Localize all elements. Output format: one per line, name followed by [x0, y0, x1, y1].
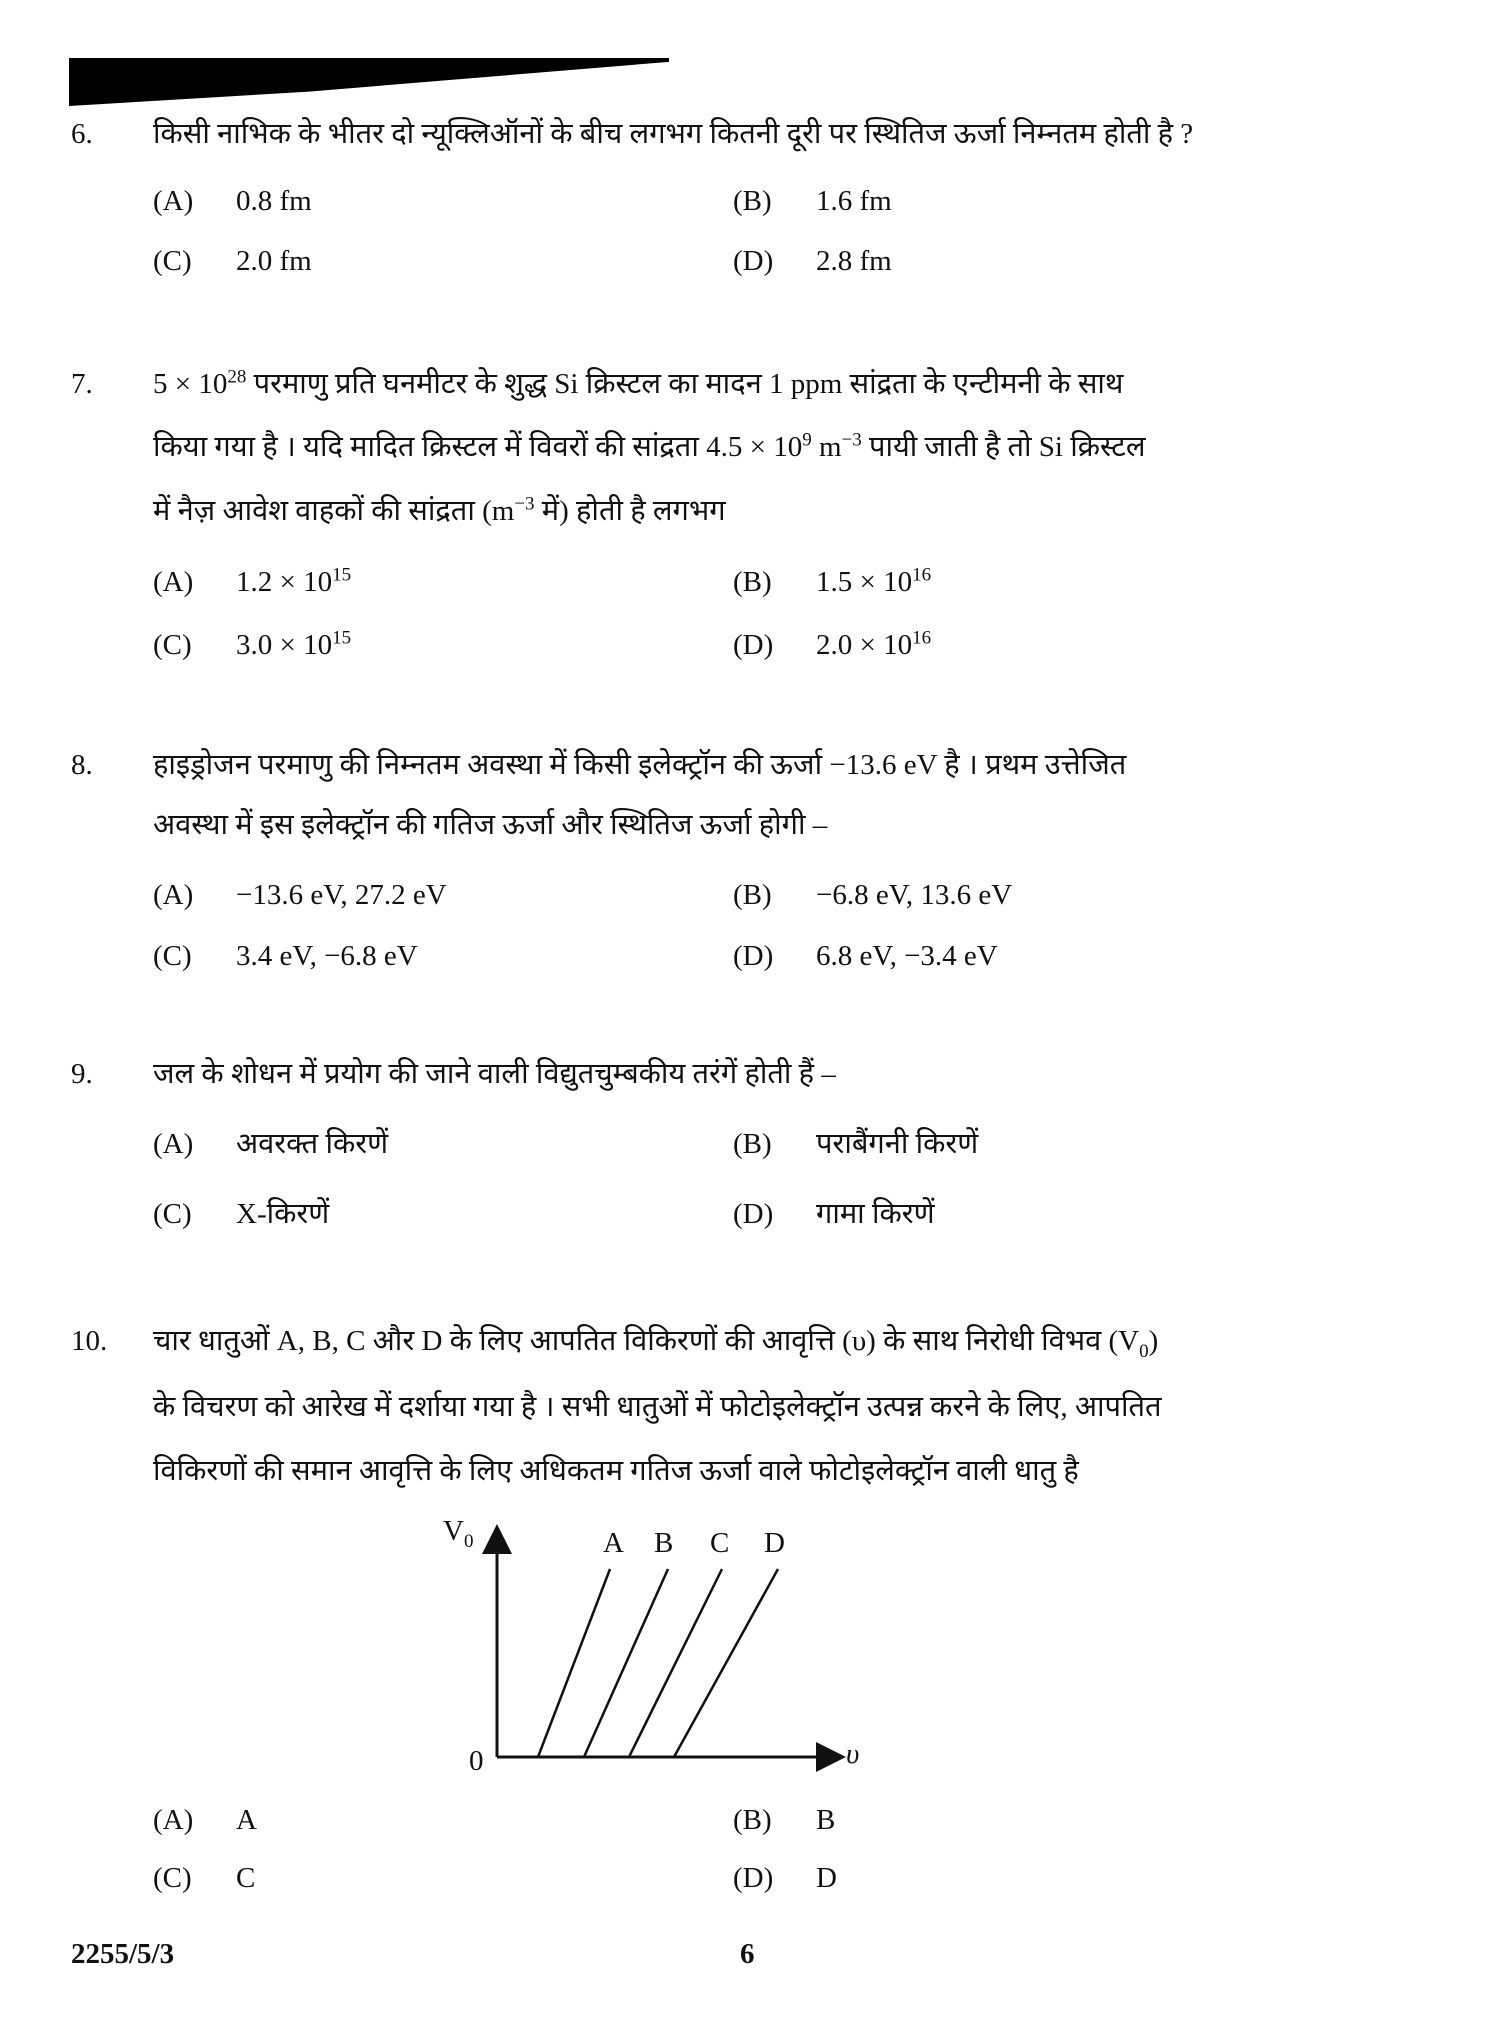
option-label: (B): [733, 185, 772, 217]
option-b[interactable]: [733, 1803, 835, 1837]
option-label: (D): [733, 940, 774, 972]
option-value: 2.0 fm: [236, 245, 312, 277]
option-a[interactable]: [153, 1803, 257, 1837]
option-label: (D): [733, 629, 774, 661]
exponent: 16: [912, 627, 932, 649]
text: में) होती है लगभग: [534, 495, 726, 527]
superscript: 9: [802, 429, 812, 451]
superscript: −3: [841, 429, 862, 451]
text: V: [443, 1515, 464, 1547]
option-value: 1.2 × 10: [236, 566, 333, 598]
option-value: −13.6 eV, 27.2 eV: [236, 879, 447, 911]
subscript: 0: [463, 1530, 474, 1552]
curve-label-a: A: [603, 1527, 624, 1559]
line-c: [629, 1569, 722, 1757]
option-label: (B): [733, 1128, 772, 1160]
option-c[interactable]: [153, 1861, 255, 1895]
superscript: 28: [227, 366, 247, 388]
option-value: 1.5 × 10: [816, 566, 913, 598]
text: पायी जाती है तो Si क्रिस्टल: [861, 431, 1146, 463]
option-label: (A): [153, 879, 194, 911]
question-text: किसी नाभिक के भीतर दो न्यूक्लिऑनों के बीच लगभग कितनी दूरी पर स्थितिज ऊर्जा निम्नतम होती है ?: [153, 118, 1194, 150]
option-label: (C): [153, 245, 192, 277]
question-number: 8.: [71, 749, 93, 781]
option-value: A: [236, 1804, 257, 1836]
question-text-line-2: अवस्था में इस इलेक्ट्रॉन की गतिज ऊर्जा और स्थितिज ऊर्जा होगी –: [153, 809, 828, 841]
option-value: 0.8 fm: [236, 185, 312, 217]
option-label: (A): [153, 185, 194, 217]
question-number: 7.: [71, 368, 93, 400]
option-value: D: [816, 1862, 837, 1894]
question-number: 9.: [71, 1058, 93, 1090]
question-number: 10.: [71, 1325, 108, 1357]
option-label: (A): [153, 1804, 194, 1836]
text: में नैज़ आवेश वाहकों की सांद्रता (m: [153, 495, 515, 527]
question-number: 6.: [71, 118, 93, 150]
option-value: गामा किरणें: [816, 1198, 935, 1230]
curve-label-c: C: [710, 1527, 730, 1559]
line-b: [584, 1569, 668, 1757]
option-value: 1.6 fm: [816, 185, 892, 217]
question-text-line-3: विकिरणों की समान आवृत्ति के लिए अधिकतम गतिज ऊर्जा वाले फोटोइलेक्ट्रॉन वाली धातु है: [153, 1455, 1079, 1487]
option-label: (D): [733, 1198, 774, 1230]
option-label: (C): [153, 629, 192, 661]
option-d[interactable]: [733, 1861, 837, 1895]
superscript: −3: [514, 493, 535, 515]
option-label: (A): [153, 566, 194, 598]
curve-label-d: D: [764, 1527, 785, 1559]
text: m: [811, 431, 842, 463]
option-value: −6.8 eV, 13.6 eV: [816, 879, 1013, 911]
option-value: 6.8 eV, −3.4 eV: [816, 940, 998, 972]
text: चार धातुओं A, B, C और D के लिए आपतित विकिरणों की आवृत्ति (υ) के साथ निरोधी विभव (V: [153, 1325, 1140, 1357]
subscript: 0: [1139, 1340, 1149, 1362]
question-text: जल के शोधन में प्रयोग की जाने वाली विद्युतचुम्बकीय तरंगें होती हैं –: [153, 1058, 836, 1090]
option-label: (B): [733, 879, 772, 911]
curve-label-b: B: [654, 1527, 674, 1559]
option-value: X-किरणें: [236, 1198, 330, 1230]
exponent: 15: [332, 627, 352, 649]
option-label: (C): [153, 1862, 192, 1894]
option-label: (C): [153, 1198, 192, 1230]
text: ): [1148, 1325, 1159, 1357]
option-value: अवरक्त किरणें: [236, 1128, 389, 1160]
option-value: पराबैंगनी किरणें: [816, 1128, 979, 1160]
option-label: (C): [153, 940, 192, 972]
question-text-line-2: के विचरण को आरेख में दर्शाया गया है । सभी धातुओं में फोटोइलेक्ट्रॉन उत्पन्न करने के लिए, आपतित: [153, 1391, 1162, 1423]
text: परमाणु प्रति घनमीटर के शुद्ध Si क्रिस्टल का मादन 1 ppm सांद्रता के एन्टीमनी के साथ: [246, 368, 1124, 400]
option-value: 2.0 × 10: [816, 629, 913, 661]
option-label: (B): [733, 1804, 772, 1836]
text: 5 × 10: [153, 368, 228, 400]
option-label: (A): [153, 1128, 194, 1160]
line-d: [674, 1569, 778, 1757]
option-value: C: [236, 1862, 256, 1894]
page-number: 6: [740, 1938, 755, 1970]
option-value: 2.8 fm: [816, 245, 892, 277]
option-value: B: [816, 1804, 836, 1836]
y-axis-label: [443, 1515, 474, 1552]
question-text-line-1: हाइड्रोजन परमाणु की निम्नतम अवस्था में किसी इलेक्ट्रॉन की ऊर्जा −13.6 eV है । प्रथम उत्तेजित: [153, 749, 1127, 781]
option-label: (D): [733, 245, 774, 277]
origin-label: 0: [469, 1745, 484, 1777]
text: किया गया है । यदि मादित क्रिस्टल में विवरों की सांद्रता 4.5 × 10: [153, 431, 803, 463]
exponent: 15: [332, 564, 352, 586]
option-value: 3.0 × 10: [236, 629, 333, 661]
x-axis-label: υ: [846, 1738, 860, 1770]
option-value: 3.4 eV, −6.8 eV: [236, 940, 418, 972]
option-label: (D): [733, 1862, 774, 1894]
paper-code: 2255/5/3: [71, 1938, 175, 1970]
line-a: [538, 1569, 610, 1757]
option-label: (B): [733, 566, 772, 598]
exponent: 16: [912, 564, 932, 586]
